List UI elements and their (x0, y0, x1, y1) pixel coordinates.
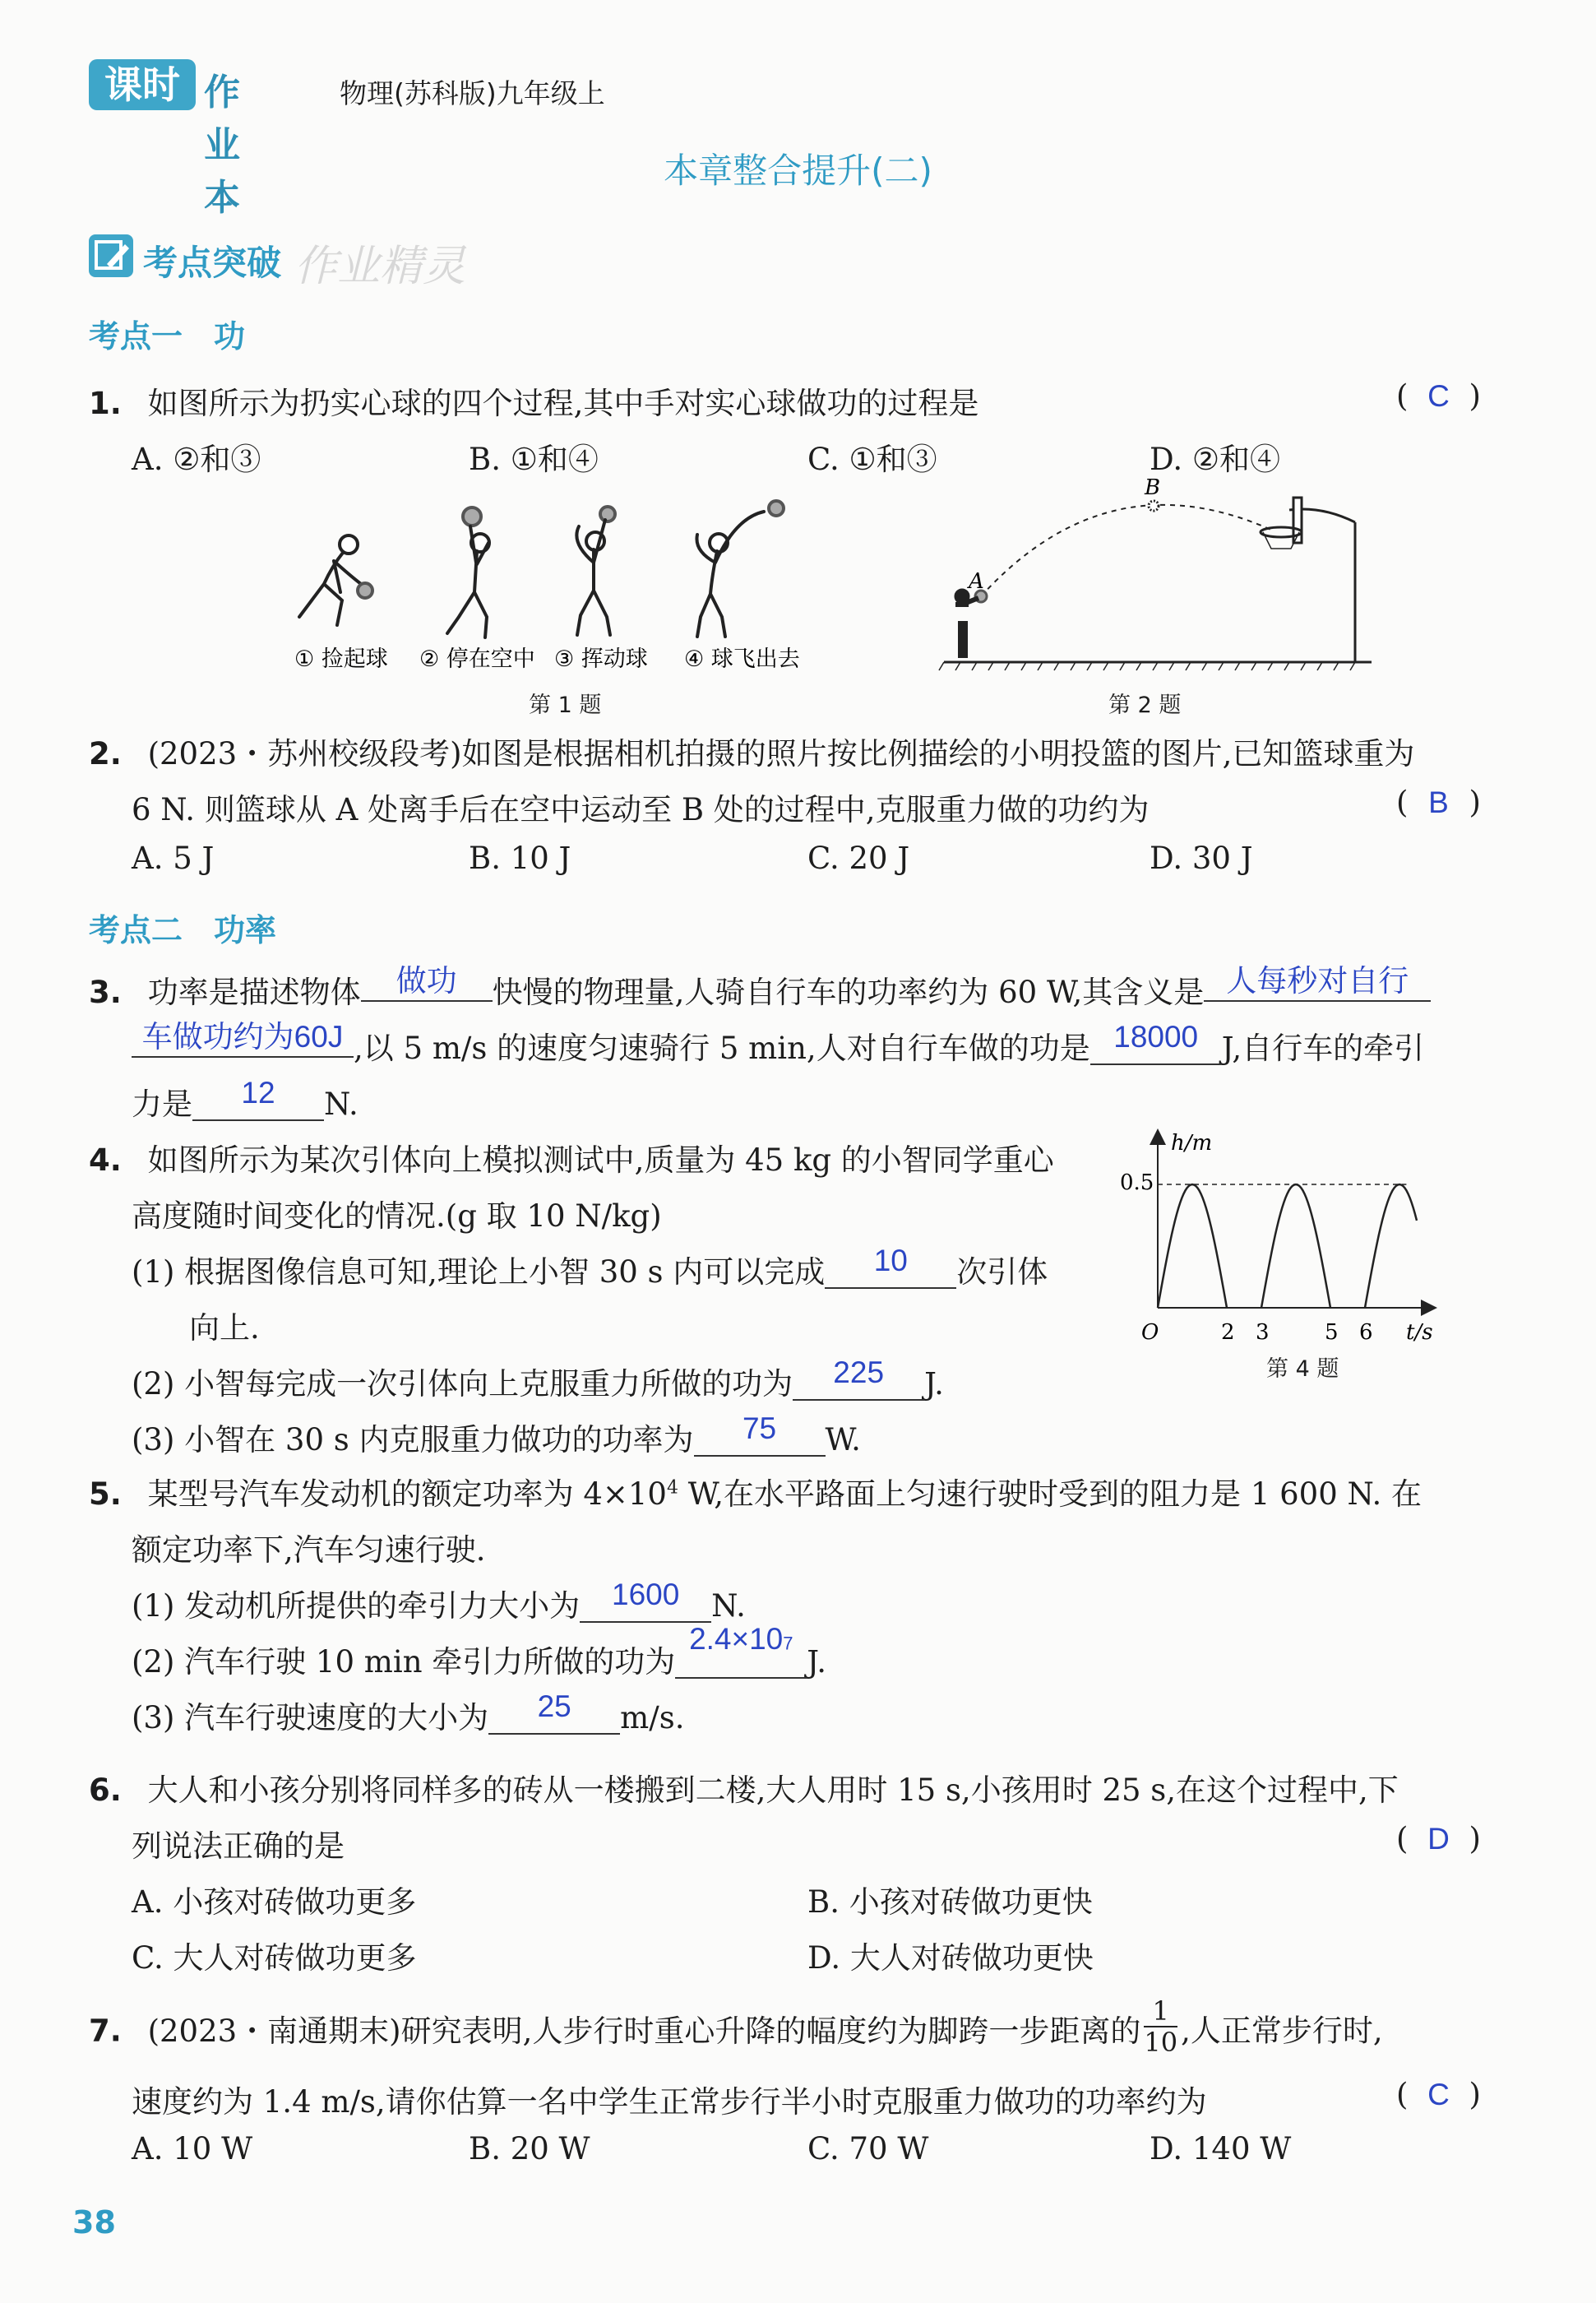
question-text: 力是 (132, 1087, 192, 1122)
sub-question-3: (3) 汽车行驶速度的大小为 (132, 1700, 489, 1735)
option-c: C. 20 J (807, 841, 910, 876)
answer: C (1427, 2078, 1450, 2111)
figure-4-graph (1100, 1127, 1446, 1365)
sub-question-2: (2) 汽车行驶 10 min 牵引力所做的功为 (132, 1644, 676, 1680)
question-text-2: 列说法正确的是 (132, 1828, 345, 1864)
sub-question-1-cont: 向上. (189, 1310, 260, 1346)
height-curve-arch-3 (1365, 1184, 1417, 1308)
stage-2-caption: ② 停在空中 (419, 646, 535, 672)
question-text: 某型号汽车发动机的额定功率为 4×10 (147, 1476, 667, 1512)
question-text: N. (324, 1087, 359, 1122)
height-curve-arch-1 (1158, 1184, 1227, 1308)
question-number: 2. (89, 736, 122, 772)
stage-3-caption: ③ 挥动球 (554, 646, 648, 672)
sub-question-3-tail: m/s. (620, 1700, 685, 1735)
option-d: D. 大人对砖做功更快 (807, 1940, 1094, 1976)
page-number: 38 (72, 2204, 116, 2240)
question-number: 4. (89, 1142, 122, 1178)
section-label: 考点突破 (143, 243, 282, 283)
y-axis-label: h/m (1171, 1131, 1213, 1156)
x-tick-label: 2 (1221, 1320, 1235, 1345)
fraction: $\frac{1}{10}$ (1144, 1995, 1178, 2058)
answer: B (1428, 785, 1449, 819)
answer: D (1427, 1822, 1450, 1856)
option-c: C. 大人对砖做功更多 (132, 1940, 417, 1976)
question-text: (2023・苏州校级段考)如图是根据相机拍摄的照片按比例描绘的小明投篮的图片,已知篮球重为 (147, 736, 1415, 772)
figure-1-throwing (283, 494, 941, 672)
answer: C (1427, 379, 1450, 413)
option-d: D. ②和④ (1150, 442, 1281, 477)
answer-blank[interactable]: 25 (488, 1700, 620, 1735)
height-curve-arch-2 (1261, 1184, 1330, 1308)
topic-heading: 考点二 功率 (89, 912, 277, 948)
sub-question-1: (1) 发动机所提供的牵引力大小为 (132, 1588, 581, 1624)
question-text: 如图所示为扔实心球的四个过程,其中手对实心球做功的过程是 (147, 386, 979, 421)
x-axis-label: t/s (1406, 1320, 1433, 1345)
question-text-2: 高度随时间变化的情况.(g 取 10 N/kg) (132, 1198, 662, 1234)
figure-4-caption: 第 4 题 (1266, 1356, 1339, 1382)
question-4 (89, 1131, 1503, 1464)
question-text-2: 额定功率下,汽车匀速行驶. (132, 1532, 486, 1568)
figure-2-caption: 第 2 题 (1108, 693, 1182, 718)
option-d: D. 30 J (1150, 841, 1253, 876)
question-2 (89, 729, 1503, 893)
sub-question-3-tail: W. (825, 1422, 861, 1457)
question-number: 5. (89, 1476, 122, 1512)
sub-question-2-tail: J. (807, 1644, 827, 1680)
question-number: 1. (89, 386, 122, 421)
watermark: 作业精灵 (294, 242, 466, 291)
point-a-label: A (969, 569, 984, 594)
answer-blank[interactable]: 1600 (580, 1588, 711, 1623)
option-d: D. 140 W (1150, 2131, 1292, 2166)
option-c: C. 70 W (807, 2131, 929, 2166)
answer-blank[interactable]: 225 (793, 1366, 924, 1401)
question-number: 6. (89, 1772, 122, 1808)
question-number: 7. (89, 2013, 122, 2049)
sub-question-1: (1) 根据图像信息可知,理论上小智 30 s 内可以完成 (132, 1254, 826, 1290)
question-number: 3. (89, 975, 122, 1010)
option-a: A. 10 W (132, 2131, 253, 2166)
x-tick-label: 3 (1256, 1320, 1270, 1345)
question-5 (89, 1469, 1503, 1749)
question-text: W,在水平路面上匀速行驶时受到的阻力是 1 600 N. 在 (678, 1476, 1423, 1512)
question-text-2: 6 N. 则篮球从 A 处离手后在空中运动至 B 处的过程中,克服重力做的功约为 (132, 792, 1150, 827)
answer-paren: ( D ) (1396, 1821, 1481, 1856)
question-7 (89, 1995, 1503, 2192)
answer-paren: ( C ) (1396, 378, 1481, 414)
logo: 课时 (89, 59, 196, 110)
sub-question-2-tail: J. (924, 1366, 944, 1402)
origin-label: O (1141, 1320, 1159, 1345)
sub-question-2: (2) 小智每完成一次引体向上克服重力所做的功为 (132, 1366, 793, 1402)
logo-subtitle: 作业本 (204, 72, 240, 219)
x-tick-label: 6 (1359, 1320, 1373, 1345)
sub-question-1-tail: 次引体 (956, 1254, 1048, 1290)
question-text: J,自行车的牵引 (1221, 1031, 1425, 1066)
option-a: A. 小孩对砖做功更多 (132, 1884, 417, 1920)
option-c: C. ①和③ (807, 442, 937, 477)
book-title: 物理(苏科版)九年级上 (340, 77, 605, 109)
question-text: (2023・南通期末)研究表明,人步行时重心升降的幅度约为脚跨一步距离的 (147, 2013, 1141, 2049)
question-text: 如图所示为某次引体向上模拟测试中,质量为 45 kg 的小智同学重心 (147, 1142, 1054, 1178)
question-text: ,以 5 m/s 的速度匀速骑行 5 min,人对自行车做的功是 (354, 1031, 1090, 1066)
answer-blank[interactable]: 人每秒对自行 (1204, 967, 1431, 1002)
sub-question-1-tail: N. (711, 1588, 746, 1624)
answer-blank[interactable]: 75 (694, 1422, 826, 1457)
answer-paren: ( B ) (1396, 785, 1481, 820)
answer-blank[interactable]: 车做功约为60J (132, 1023, 354, 1058)
answer-blank[interactable]: 做功 (361, 967, 493, 1002)
answer-blank[interactable]: $2.4\times 10^7$ (675, 1644, 807, 1679)
question-text: 大人和小孩分别将同样多的砖从一楼搬到二楼,大人用时 15 s,小孩用时 25 s,在这个过程中,下 (147, 1772, 1399, 1808)
question-3 (89, 964, 1503, 1132)
figure-2-basketball (944, 475, 1437, 679)
answer-paren: ( C ) (1396, 2077, 1481, 2112)
option-a: A. ②和③ (132, 442, 261, 477)
question-text: 功率是描述物体 (147, 975, 361, 1010)
answer-blank[interactable]: 18000 (1090, 1031, 1222, 1065)
question-text: ,人正常步行时, (1181, 2013, 1383, 2049)
option-b: B. 10 J (469, 841, 571, 876)
stage-4-caption: ④ 球飞出去 (684, 646, 800, 672)
question-6 (89, 1765, 1503, 1979)
option-b: B. ①和④ (469, 442, 599, 477)
figure-1-caption: 第 1 题 (529, 693, 602, 718)
page-title: 本章整合提升(二) (664, 151, 932, 191)
option-b: B. 20 W (469, 2131, 590, 2166)
topic-heading: 考点一 功 (89, 318, 246, 354)
stage-1-caption: ① 捡起球 (294, 646, 388, 672)
answer-blank[interactable]: 12 (192, 1087, 324, 1121)
answer-blank[interactable]: 10 (825, 1254, 956, 1289)
y-tick-label: 0.5 (1120, 1170, 1154, 1195)
sub-question-3: (3) 小智在 30 s 内克服重力做功的功率为 (132, 1422, 694, 1457)
x-tick-label: 5 (1325, 1320, 1339, 1345)
pencil-icon (89, 234, 133, 277)
question-text: 快慢的物理量,人骑自行车的功率约为 60 W,其含义是 (492, 975, 1205, 1010)
point-b-label: B (1145, 475, 1161, 500)
option-a: A. 5 J (132, 841, 215, 876)
option-b: B. 小孩对砖做功更快 (807, 1884, 1093, 1920)
question-text-2: 速度约为 1.4 m/s,请你估算一名中学生正常步行半小时克服重力做功的功率约为 (132, 2084, 1207, 2120)
exponent: 4 (666, 1477, 678, 1499)
